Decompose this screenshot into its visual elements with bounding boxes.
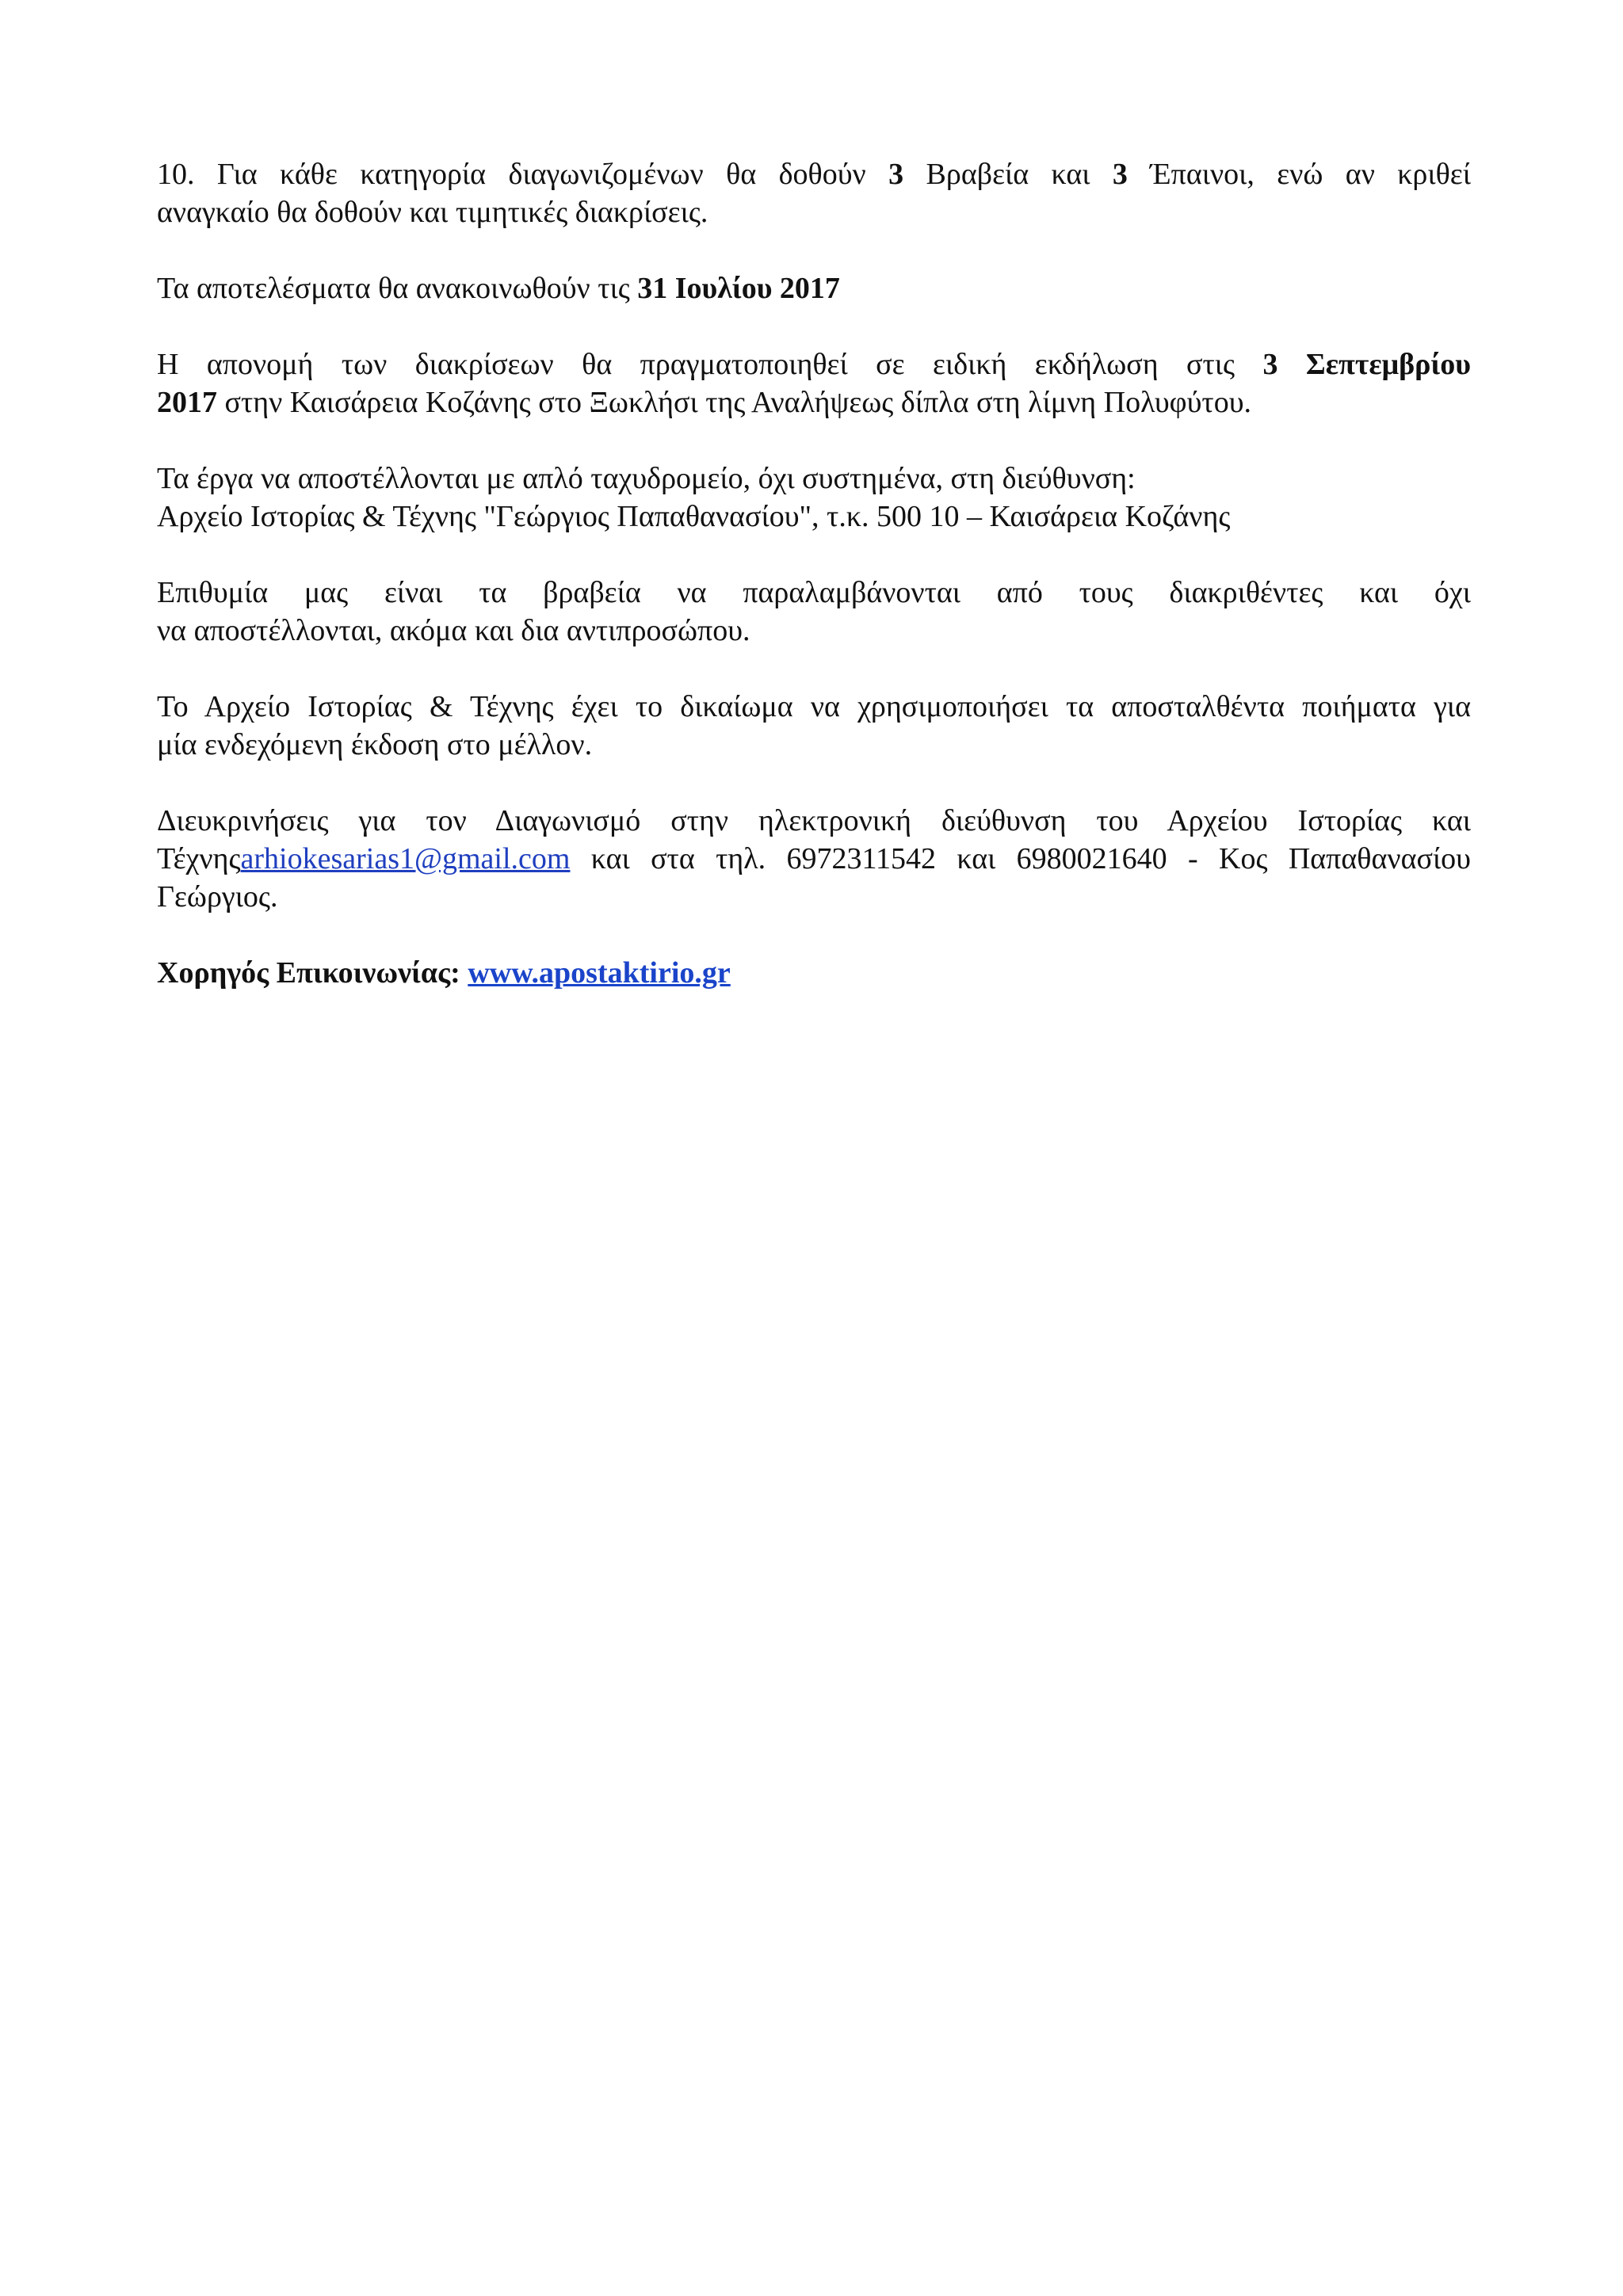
- rights-paragraph: [157, 688, 1471, 764]
- collection-line-1: Επιθυμία μας είναι τα βραβεία να παραλαμβάνονται από τους διακριθέντες και όχι: [157, 576, 1471, 609]
- contact-line-2: [157, 840, 1471, 878]
- awards-text-mid: Βραβεία και: [903, 158, 1113, 191]
- mailing-paragraph: [157, 460, 1471, 536]
- ceremony-year: 2017: [157, 386, 217, 419]
- awards-line-2: αναγκαίο θα δοθούν και τιμητικές διακρίσεις.: [157, 196, 708, 229]
- contact-paragraph: [157, 802, 1471, 916]
- awards-count-prizes: 3: [888, 158, 904, 191]
- awards-text-start: 10. Για κάθε κατηγορία διαγωνιζομένων θα δοθούν: [157, 158, 889, 191]
- rights-line-1: Το Αρχείο Ιστορίας & Τέχνης έχει το δικαίωμα να χρησιμοποιήσει τα αποσταλθέντα ποιήματα για: [157, 690, 1471, 723]
- mailing-instructions: Τα έργα να αποστέλλονται με απλό ταχυδρομείο, όχι συστημένα, στη διεύθυνση:: [157, 462, 1136, 495]
- ceremony-location: στην Καισάρεια Κοζάνης στο Ξωκλήσι της Αναλήψεως δίπλα στη λίμνη Πολυφύτου.: [217, 386, 1252, 419]
- email-link[interactable]: arhiokesarias1@gmail.com: [240, 842, 571, 875]
- ceremony-line-1: [157, 345, 1471, 383]
- awards-text-end: Έπαινοι, ενώ αν κριθεί: [1127, 158, 1471, 191]
- contact-phones: και στα τηλ. 6972311542 και 6980021640 - Κος Παπαθανασίου: [570, 842, 1471, 875]
- contact-prefix: Τέχνης: [157, 842, 241, 875]
- document-page: [157, 155, 1471, 1030]
- awards-line-1: [157, 155, 1471, 193]
- sponsor-website-link[interactable]: www.apostaktirio.gr: [468, 956, 731, 990]
- contact-line-1: Διευκρινήσεις για τον Διαγωνισμό στην ηλεκτρονική διεύθυνση του Αρχείου Ιστορίας και: [157, 804, 1471, 837]
- rights-line-2: μία ενδεχόμενη έκδοση στο μέλλον.: [157, 728, 593, 761]
- ceremony-date: 3 Σεπτεμβρίου: [1262, 348, 1471, 381]
- mailing-address: Αρχείο Ιστορίας & Τέχνης "Γεώργιος Παπαθανασίου", τ.κ. 500 10 – Καισάρεια Κοζάνης: [157, 500, 1231, 533]
- collection-paragraph: [157, 574, 1471, 650]
- contact-line-3: Γεώργιος.: [157, 880, 278, 913]
- collection-line-2: να αποστέλλονται, ακόμα και δια αντιπροσώπου.: [157, 614, 750, 647]
- sponsor-label: Χορηγός Επικοινωνίας:: [157, 956, 468, 990]
- sponsor-paragraph: [157, 954, 1471, 992]
- results-paragraph: [157, 269, 1471, 307]
- awards-count-commendations: 3: [1112, 158, 1128, 191]
- ceremony-text: Η απονομή των διακρίσεων θα πραγματοποιηθεί σε ειδική εκδήλωση στις: [157, 348, 1263, 381]
- results-date: 31 Ιουλίου 2017: [637, 272, 840, 305]
- ceremony-paragraph: [157, 345, 1471, 421]
- ceremony-line-2: [157, 383, 1471, 421]
- awards-paragraph: [157, 155, 1471, 231]
- results-text: Τα αποτελέσματα θα ανακοινωθούν τις: [157, 272, 638, 305]
